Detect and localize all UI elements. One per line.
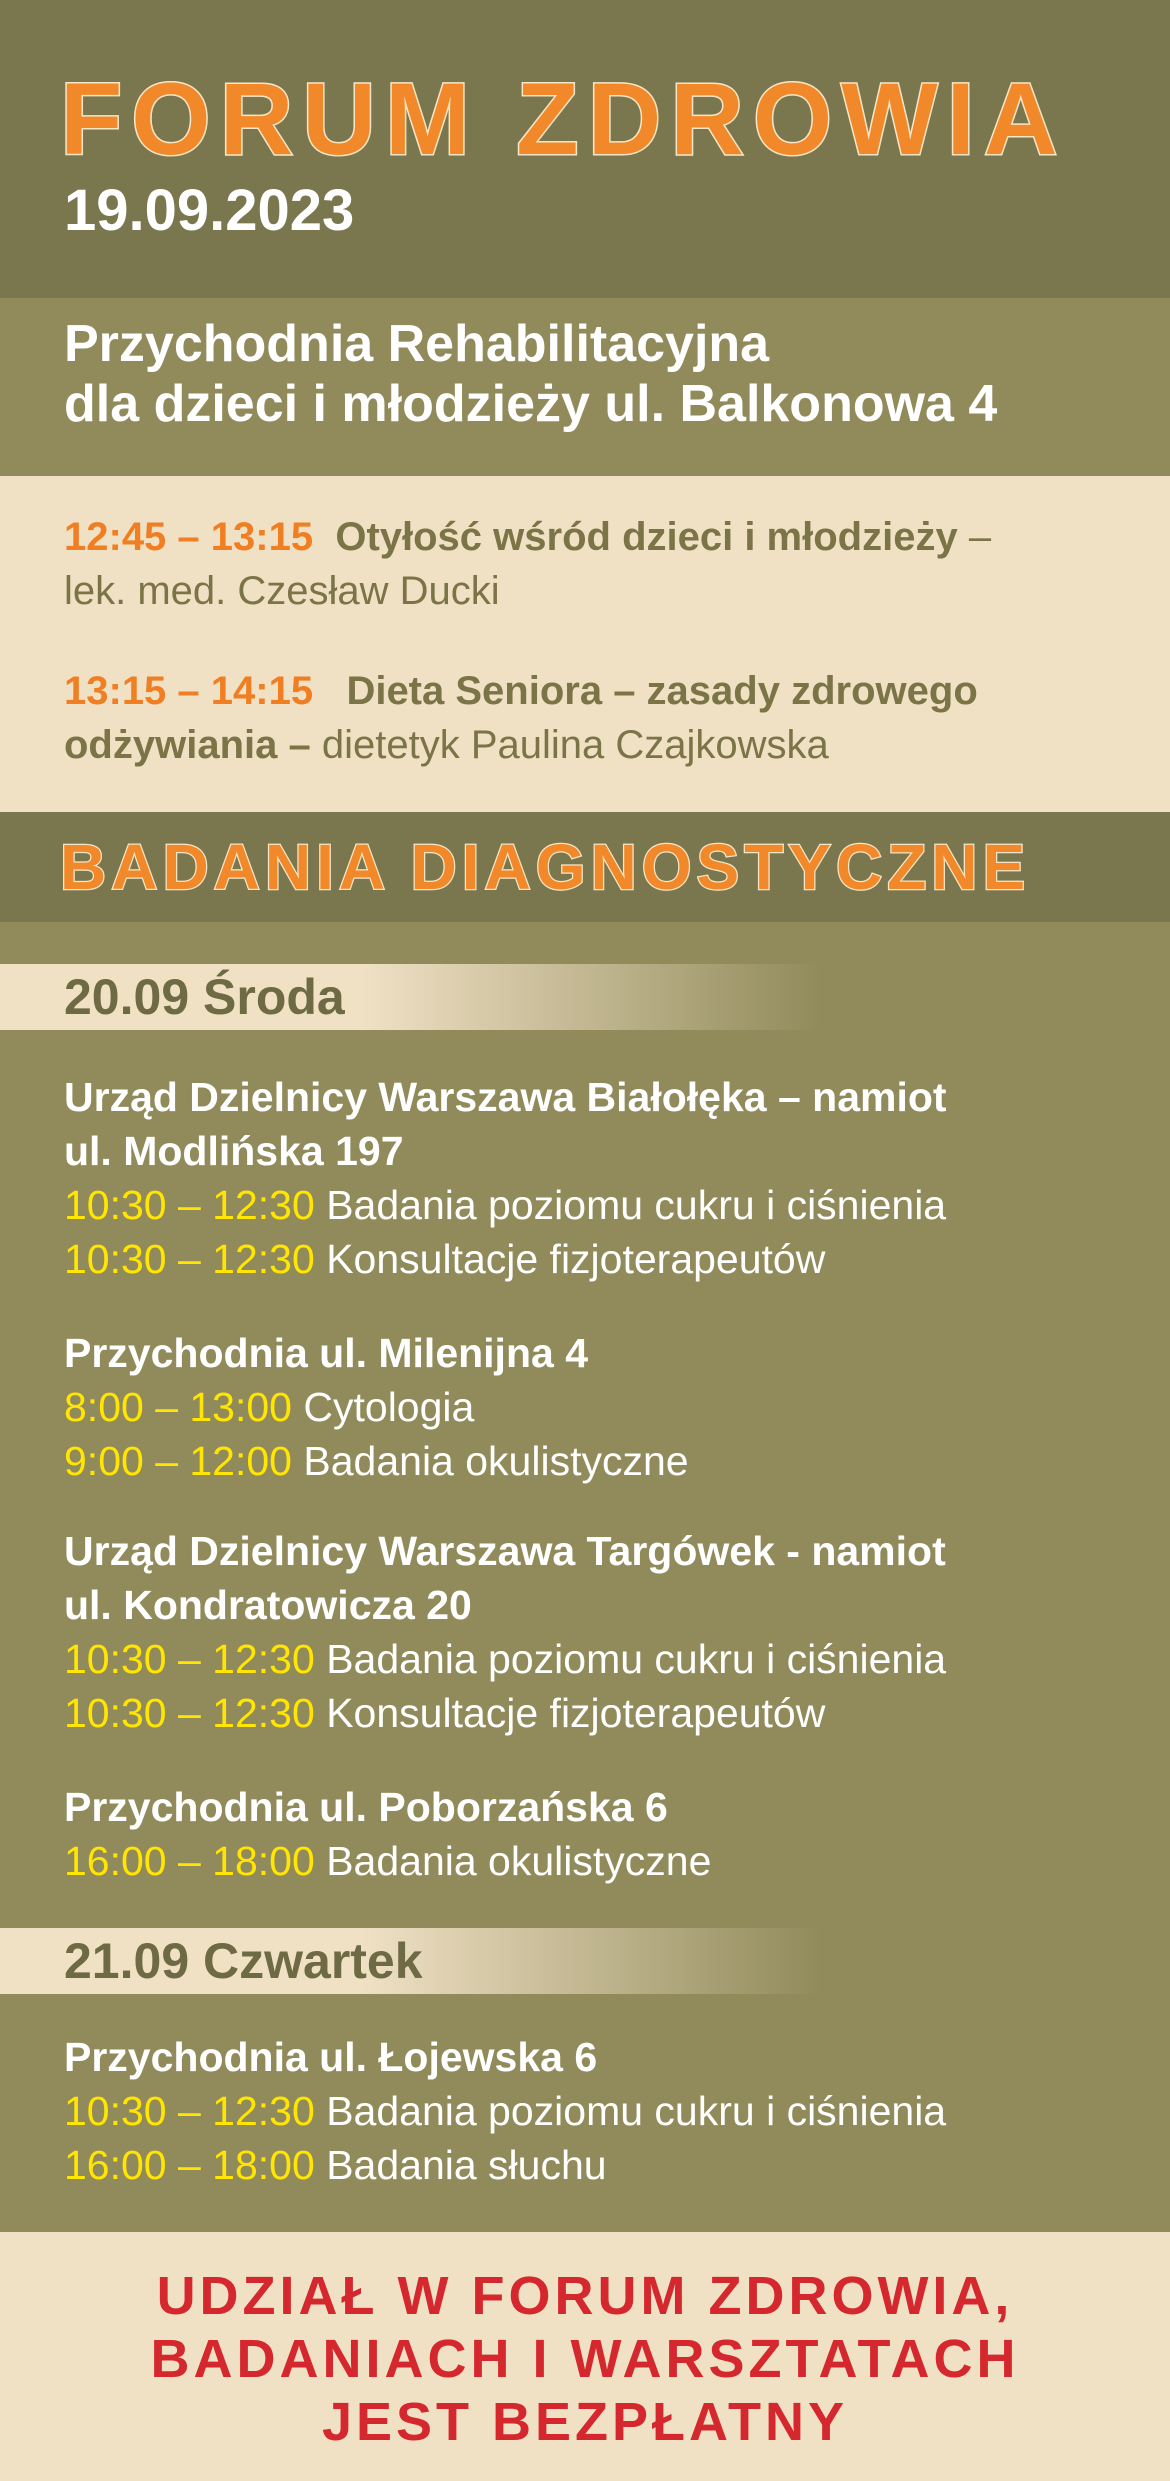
day-heading xyxy=(0,964,820,1030)
exam-desc: Badania słuchu xyxy=(326,2142,607,2188)
exam-desc: Badania poziomu cukru i ciśnienia xyxy=(326,2088,947,2134)
footer-line-3: JEST BEZPŁATNY xyxy=(321,2392,849,2452)
exam-time: 16:00 – 18:00 xyxy=(64,1838,315,1884)
lecture-topic-cont: odżywiania xyxy=(64,723,278,767)
place-name xyxy=(64,1780,668,1834)
exam-item xyxy=(64,1834,711,1888)
main-title: FORUM ZDROWIA xyxy=(60,62,1067,176)
lectures-band xyxy=(0,476,1170,812)
place-name xyxy=(64,1070,947,1178)
place-address-line: ul. Kondratowicza 20 xyxy=(64,1582,472,1628)
lecture-item xyxy=(64,664,1124,772)
day-label: 20.09 Środa xyxy=(64,969,345,1025)
exam-item xyxy=(64,2084,946,2138)
place-name xyxy=(64,1326,588,1380)
day-label: 21.09 Czwartek xyxy=(64,1933,423,1989)
lecture-speaker: dietetyk Paulina Czajkowska xyxy=(321,723,829,767)
exam-desc: Konsultacje fizjoterapeutów xyxy=(326,1236,826,1282)
place-name-line: Przychodnia ul. Łojewska 6 xyxy=(64,2034,598,2080)
header-band xyxy=(0,0,1170,298)
venue-band xyxy=(0,298,1170,476)
place-address-line: ul. Modlińska 197 xyxy=(64,1128,404,1174)
exam-time: 8:00 – 13:00 xyxy=(64,1384,292,1430)
venue-title xyxy=(64,314,997,434)
exam-item xyxy=(64,2138,607,2192)
lecture-speaker: lek. med. Czesław Ducki xyxy=(64,569,500,613)
exam-item xyxy=(64,1686,825,1740)
exam-item xyxy=(64,1380,474,1434)
exam-desc: Badania okulistyczne xyxy=(326,1838,712,1884)
footer-line-2: BADANIACH I WARSZTATACH xyxy=(150,2329,1020,2389)
event-date: 19.09.2023 xyxy=(64,178,355,243)
exam-item xyxy=(64,1178,946,1232)
diagnostics-header xyxy=(0,812,1170,922)
lecture-separator: – xyxy=(277,723,322,767)
exam-time: 9:00 – 12:00 xyxy=(64,1438,292,1484)
place-name xyxy=(64,2030,597,2084)
lecture-separator: – xyxy=(957,515,992,559)
venue-line-1: Przychodnia Rehabilitacyjna xyxy=(64,315,770,373)
exam-desc: Badania poziomu cukru i ciśnienia xyxy=(326,1636,947,1682)
place-name-line: Przychodnia ul. Milenijna 4 xyxy=(64,1330,588,1376)
place-name-line: Urząd Dzielnicy Warszawa Białołęka – namiot xyxy=(64,1074,947,1120)
lecture-item xyxy=(64,510,1124,618)
lecture-topic: Otyłość wśród dzieci i młodzieży xyxy=(335,515,958,559)
exam-time: 10:30 – 12:30 xyxy=(64,1690,315,1736)
place-name xyxy=(64,1524,946,1632)
footer-band xyxy=(0,2232,1170,2481)
exam-desc: Badania okulistyczne xyxy=(303,1438,689,1484)
place-name-line: Urząd Dzielnicy Warszawa Targówek - namiot xyxy=(64,1528,946,1574)
exam-item xyxy=(64,1434,689,1488)
diagnostics-title: BADANIA DIAGNOSTYCZNE xyxy=(60,831,1031,903)
diagnostics-body xyxy=(0,922,1170,2232)
exam-time: 10:30 – 12:30 xyxy=(64,1236,315,1282)
exam-desc: Cytologia xyxy=(303,1384,475,1430)
exam-desc: Konsultacje fizjoterapeutów xyxy=(326,1690,826,1736)
exam-item xyxy=(64,1232,825,1286)
exam-time: 10:30 – 12:30 xyxy=(64,1182,315,1228)
exam-time: 10:30 – 12:30 xyxy=(64,2088,315,2134)
exam-item xyxy=(64,1632,946,1686)
exam-time: 10:30 – 12:30 xyxy=(64,1636,315,1682)
place-name-line: Przychodnia ul. Poborzańska 6 xyxy=(64,1784,668,1830)
footer-line-1: UDZIAŁ W FORUM ZDROWIA, xyxy=(156,2266,1014,2326)
exam-time: 16:00 – 18:00 xyxy=(64,2142,315,2188)
venue-line-2: dla dzieci i młodzieży ul. Balkonowa 4 xyxy=(64,375,998,433)
exam-desc: Badania poziomu cukru i ciśnienia xyxy=(326,1182,947,1228)
lecture-time: 13:15 – 14:15 xyxy=(64,669,314,713)
day-heading xyxy=(0,1928,820,1994)
lecture-time: 12:45 – 13:15 xyxy=(64,515,314,559)
lecture-topic: Dieta Seniora – zasady zdrowego xyxy=(346,669,978,713)
